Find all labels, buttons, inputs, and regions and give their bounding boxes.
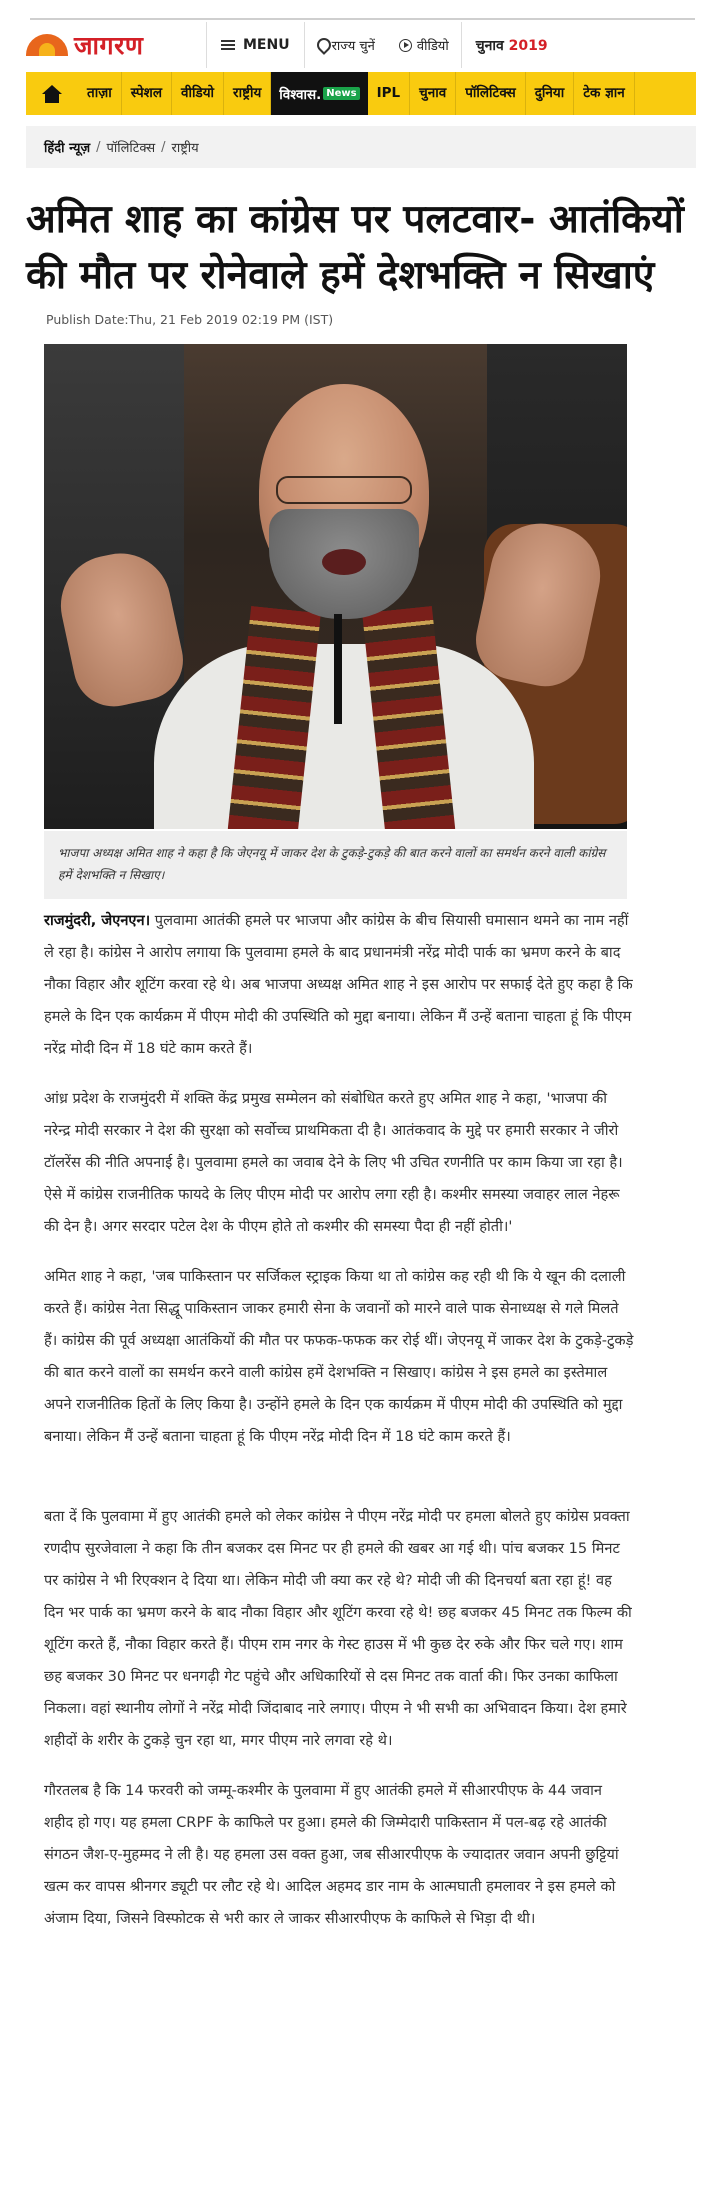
- top-divider: [30, 18, 695, 20]
- breadcrumb-separator: /: [96, 139, 101, 155]
- photo-body: [154, 644, 534, 829]
- photo-caption: भाजपा अध्यक्ष अमित शाह ने कहा है कि जेएनयू में जाकर देश के टुकड़े-टुकड़े की बात करने वालों का समर्थन करने वाली कांग्रेस हमें देशभक्ति न सिखाए।: [44, 831, 627, 899]
- nav-item-tech[interactable]: टेक ज्ञान: [574, 72, 635, 115]
- nav-item-politics[interactable]: पॉलिटिक्स: [456, 72, 526, 115]
- breadcrumb-national[interactable]: राष्ट्रीय: [171, 141, 199, 156]
- state-select-link[interactable]: [305, 22, 387, 68]
- site-logo[interactable]: [26, 22, 206, 68]
- main-nav: [26, 72, 696, 115]
- logo-sun-icon: [26, 34, 68, 56]
- hamburger-icon: [221, 40, 235, 50]
- play-icon: [399, 39, 412, 52]
- article-paragraph: आंध्र प्रदेश के राजमुंदरी में शक्ति केंद्र प्रमुख सम्मेलन को संबोधित करते हुए अमित शाह ने कहा, 'भाजपा की नरेन्द्र मोदी सरकार ने देश की सुरक्षा को सर्वोच्च प्राथमिकता दी है। आतंकवाद के मुद्दे पर हमारी सरकार ने जीरो टॉलरेंस की नीति अपनाई है। पुलवामा हमले का जवाब देने के लिए भी उचित रणनीति पर काम किया जा रहा है। ऐसे में कांग्रेस राजनीतिक फायदे के लिए पीएम मोदी पर आरोप लगा रही है। कश्मीर समस्या जवाहर लाल नेहरू की देन है। अगर सरदार पटेल देश के पीएम होते तो कश्मीर की समस्या पैदा ही नहीं होती।': [44, 1090, 623, 1235]
- election-year: 2019: [508, 37, 548, 54]
- nav-item-taza[interactable]: ताज़ा: [78, 72, 122, 115]
- election-link[interactable]: [462, 36, 562, 55]
- breadcrumb-home[interactable]: हिंदी न्यूज़: [44, 141, 91, 156]
- video-label: वीडियो: [416, 39, 449, 54]
- nav-item-election[interactable]: चुनाव: [410, 72, 456, 115]
- vishvas-news-badge: News: [323, 87, 359, 100]
- nav-home-button[interactable]: [26, 72, 78, 115]
- menu-label: MENU: [243, 37, 290, 53]
- nav-item-ipl[interactable]: IPL: [368, 72, 411, 115]
- vishvas-label: विश्वास.: [279, 86, 322, 103]
- breadcrumb: [26, 126, 696, 168]
- article-dateline: राजमुंदरी, जेएनएन।: [44, 912, 151, 929]
- publish-date: Publish Date:Thu, 21 Feb 2019 02:19 PM (IST): [46, 312, 334, 327]
- nav-item-world[interactable]: दुनिया: [526, 72, 574, 115]
- site-header: [26, 22, 696, 68]
- photo-glasses: [276, 476, 412, 504]
- nav-item-video[interactable]: वीडियो: [172, 72, 224, 115]
- location-pin-icon: [317, 38, 327, 52]
- article-paragraph: [44, 905, 634, 1065]
- breadcrumb-separator: /: [161, 139, 166, 155]
- paragraph-text: पुलवामा आतंकी हमले पर भाजपा और कांग्रेस के बीच सियासी घमासान थमने का नाम नहीं ले रहा है। कांग्रेस ने आरोप लगाया कि पुलवामा हमले के बाद प्रधानमंत्री नरेंद्र मोदी पार्क का भ्रमण करने के बाद नौका विहार और शूटिंग करवा रहे थे। अब भाजपा अध्यक्ष अमित शाह ने इस आरोप पर सफाई देते हुए कहा है कि हमले के दिन एक कार्यक्रम में पीएम मोदी की उपस्थिति को मुद्दा बनाया। लेकिन मैं उन्हें बताना चाहता हूं कि पीएम नरेंद्र मोदी दिन में 18 घंटे काम करते हैं।: [44, 912, 633, 1057]
- nav-item-vishvas-news[interactable]: [271, 72, 367, 115]
- state-select-label: राज्य चुनें: [331, 39, 375, 54]
- article-photo: [44, 344, 627, 829]
- article-headline: अमित शाह का कांग्रेस पर पलटवार- आतंकियों की मौत पर रोनेवाले हमें देशभक्ति न सिखाएं: [26, 197, 684, 298]
- article-paragraph: बता दें कि पुलवामा में हुए आतंकी हमले को लेकर कांग्रेस ने पीएम नरेंद्र मोदी पर हमला बोलते हुए कांग्रेस प्रवक्ता रणदीप सुरजेवाला ने कहा कि तीन बजकर दस मिनट पर ही हमले की खबर आ गई थी। पांच बजकर 15 मिनट पर कांग्रेस ने भी रिएक्शन दे दिया था। लेकिन मोदी जी क्या कर रहे थे? मोदी जी की दिनचर्या बता रहा हूं! वह दिन भर पार्क का भ्रमण करने के बाद नौका विहार और शूटिंग करवा रहे थे! छह बजकर 45 मिनट तक फिल्म की शूटिंग करते हैं, नौका विहार करते हैं। पीएम राम नगर के गेस्ट हाउस में भी कुछ देर रुके और फिर चले गए। शाम छह बजकर 30 मिनट पर धनगढ़ी गेट पहुंचे और अधिकारियों से दस मिनट तक वार्ता की। फिर उनका काफिला निकला। वहां स्थानीय लोगों ने नरेंद्र मोदी जिंदाबाद नारे लगाए। पीएम ने भी सभी का अभिवादन किया। देश हमारे शहीदों के शरीर के टुकड़े चुन रहा था, मगर पीएम नारे लगवा रहे थे।: [44, 1508, 632, 1749]
- breadcrumb-politics[interactable]: पॉलिटिक्स: [106, 141, 156, 156]
- photo-microphone: [334, 614, 342, 724]
- photo-mouth: [322, 549, 366, 575]
- menu-button[interactable]: [207, 22, 304, 68]
- nav-item-special[interactable]: स्पेशल: [122, 72, 172, 115]
- article-paragraph: गौरतलब है कि 14 फरवरी को जम्मू-कश्मीर के पुलवामा में हुए आतंकी हमले में सीआरपीएफ के 44 जवान शहीद हो गए। यह हमला CRPF के काफिले पर हुआ। हमले की जिम्मेदारी पाकिस्तान में पल-बढ़ रहे आतंकी संगठन जैश-ए-मुहम्मद ने ली है। यह हमला उस वक्त हुआ, जब सीआरपीएफ के ज्यादातर जवान अपनी छुट्टियां खत्म कर वापस श्रीनगर ड्यूटी पर लौट रहे थे। आदिल अहमद डार नाम के आत्मघाती हमलावर ने इस हमले को अंजाम दिया, जिसने विस्फोटक से भरी कार ले जाकर सीआरपीएफ के काफिले से भिड़ा दी थी।: [44, 1782, 619, 1927]
- video-link[interactable]: [387, 22, 461, 68]
- nav-item-national[interactable]: राष्ट्रीय: [224, 72, 271, 115]
- election-label: चुनाव: [475, 37, 504, 54]
- logo-text: जागरण: [74, 31, 144, 60]
- home-icon: [41, 85, 63, 103]
- article-paragraph: अमित शाह ने कहा, 'जब पाकिस्तान पर सर्जिकल स्ट्राइक किया था तो कांग्रेस कह रही थी कि ये खून की दलाली करते हैं। कांग्रेस नेता सिद्धू पाकिस्तान जाकर हमारी सेना के जवानों को मारने वाले पाक सेनाध्यक्ष से गले मिलते हैं। कांग्रेस की पूर्व अध्यक्षा आतंकियों की मौत पर फफक-फफक कर रोई थीं। जेएनयू में जाकर देश के टुकड़े-टुकड़े की बात करने वालों का समर्थन करने वाली कांग्रेस हमें देशभक्ति न सिखाए। कांग्रेस ने इस हमले का इस्तेमाल अपने राजनीतिक हितों के लिए किया है। उन्होंने हमले के दिन एक कार्यक्रम में पीएम मोदी की उपस्थिति को मुद्दा बनाया। लेकिन मैं उन्हें बताना चाहता हूं कि पीएम नरेंद्र मोदी दिन में 18 घंटे काम करते हैं।: [44, 1268, 634, 1445]
- article-body: [44, 905, 634, 1953]
